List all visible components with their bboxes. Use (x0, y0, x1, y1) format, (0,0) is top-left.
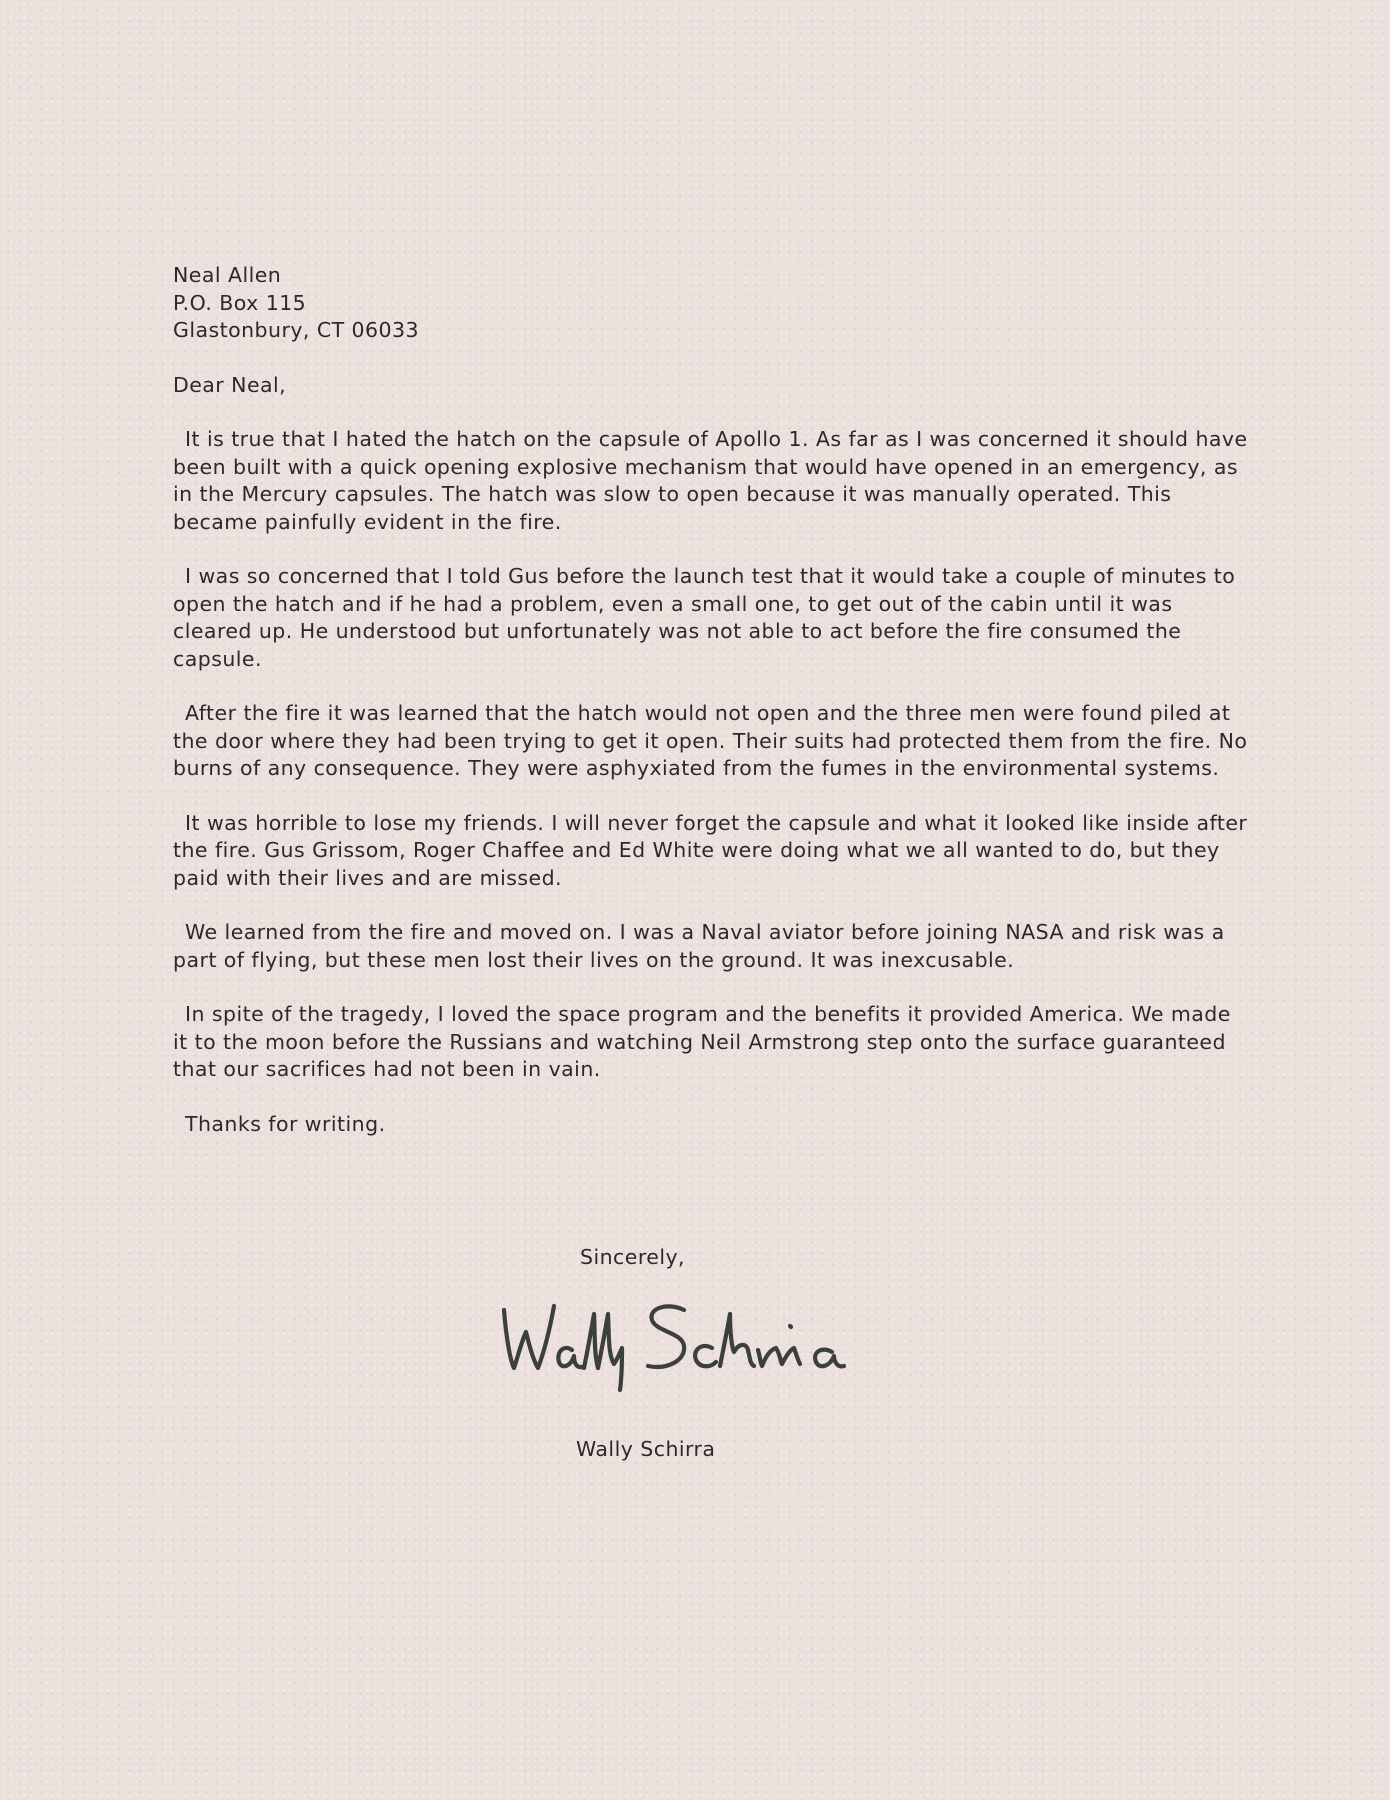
signer-name: Wally Schirra (576, 1437, 716, 1461)
recipient-address-line-1: P.O. Box 115 (173, 290, 307, 315)
handwritten-signature (498, 1298, 868, 1393)
closing: Sincerely, (580, 1245, 686, 1269)
letter-body (173, 262, 1248, 1138)
thanks-line: Thanks for writing. (185, 1111, 386, 1136)
paragraph-2: I was so concerned that I told Gus before the launch test that it would take a couple of minutes to open the hatch and if he had a problem, even a small one, to get out of the cabin until it was cleared up. He understood but unfortunately was not able to act before the fire consumed the capsule. (173, 564, 1236, 671)
recipient-address-block (173, 262, 1248, 345)
recipient-address-line-2: Glastonbury, CT 06033 (173, 318, 420, 342)
recipient-name: Neal Allen (173, 263, 282, 287)
paragraph-6: In spite of the tragedy, I loved the space program and the benefits it provided America. We made it to the moon before the Russians and watching Neil Armstrong step onto the surface guaranteed that our sacrifices had not been in vain. (173, 1002, 1231, 1081)
paragraph-5: We learned from the fire and moved on. I was a Naval aviator before joining NASA and risk was a part of flying, but these men lost their lives on the ground. It was inexcusable. (173, 920, 1225, 972)
paragraph-3: After the fire it was learned that the hatch would not open and the three men were found piled at the door where they had been trying to get it open. Their suits had protected them from the fire. No burns of any consequence. They were asphyxiated from the fumes in the environmental systems. (173, 701, 1248, 780)
paragraph-1: It is true that I hated the hatch on the capsule of Apollo 1. As far as I was concerned it should have been built with a quick opening explosive mechanism that would have opened in an emergency, as in the Mercury capsules. The hatch was slow to open because it was manually operated. This became painfully evident in the fire. (173, 427, 1248, 534)
paragraph-4: It was horrible to lose my friends. I will never forget the capsule and what it looked like inside after the fire. Gus Grissom, Roger Chaffee and Ed White were doing what we all wanted to do, but they paid with their lives and are missed. (173, 810, 1248, 890)
salutation: Dear Neal, (173, 372, 287, 397)
